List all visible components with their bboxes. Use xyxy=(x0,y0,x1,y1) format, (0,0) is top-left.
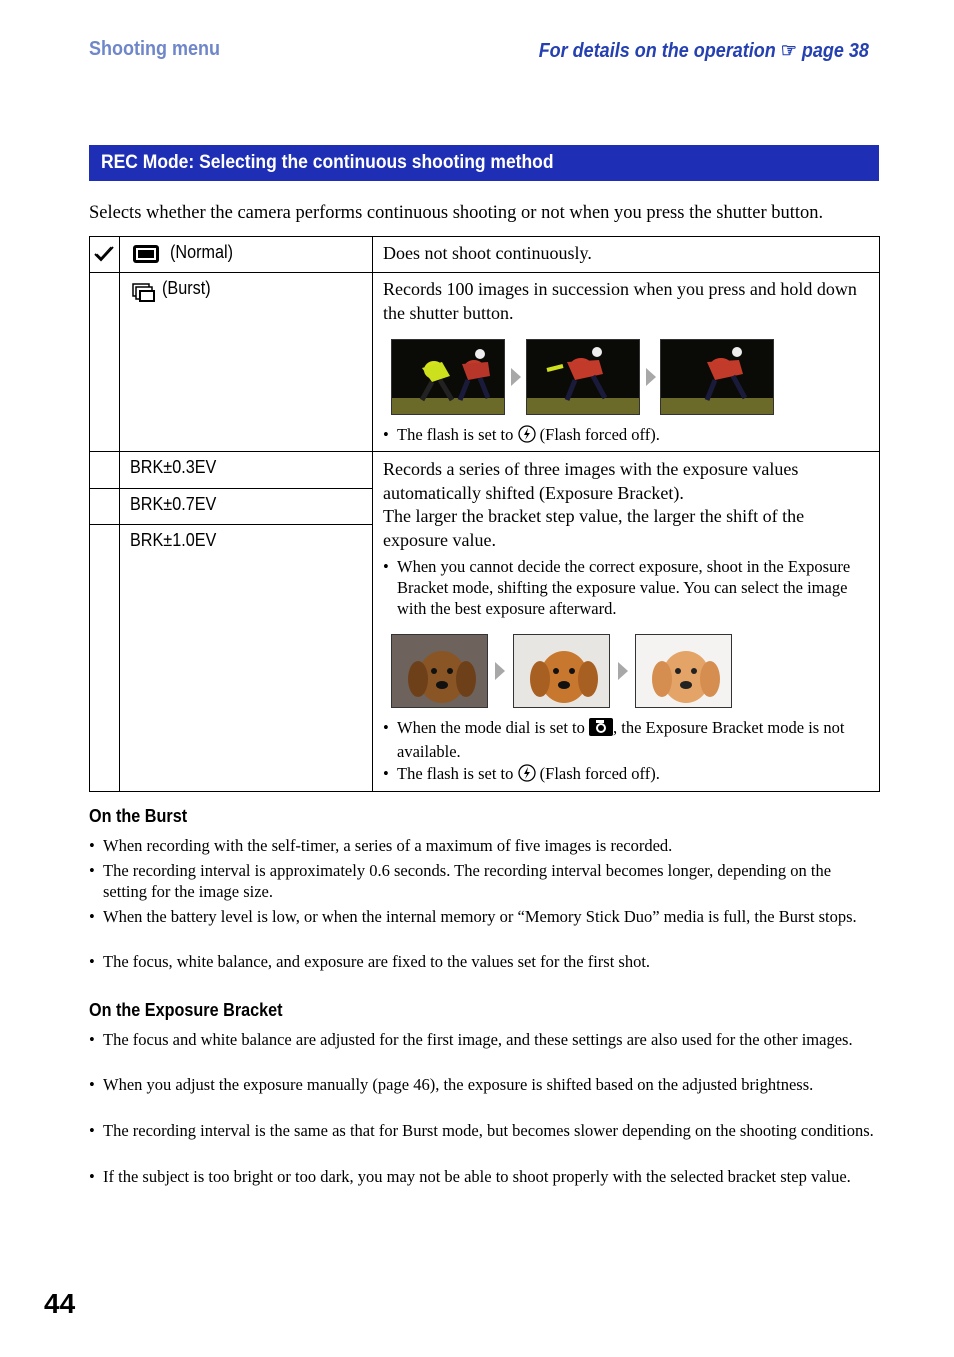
bracket-note-2-prefix: When the mode dial is set to xyxy=(397,718,585,737)
dog-photo-bright xyxy=(635,634,732,708)
skater-photo-3 xyxy=(660,339,774,415)
flash-forced-off-icon xyxy=(518,425,536,448)
burst-note: • When the battery level is low, or when the internal memory or “Memory Stick Duo” media is full, the Burst stops. xyxy=(89,906,879,927)
normal-label: (Normal) xyxy=(170,242,233,262)
page-number: 44 xyxy=(44,1288,76,1319)
bracket-section-note: • The focus and white balance are adjusted for the first image, and these settings are also used for the other images. xyxy=(89,1029,879,1050)
brk-0-7-label: BRK±0.7EV xyxy=(130,494,217,514)
brk-0-3-label: BRK±0.3EV xyxy=(130,457,217,477)
dog-photo-dark xyxy=(391,634,488,708)
checkmark-icon xyxy=(93,244,115,269)
camera-mode-icon xyxy=(589,718,613,741)
normal-description: Does not shoot continuously. xyxy=(383,243,592,263)
bracket-flash-note xyxy=(383,763,660,787)
burst-icon xyxy=(132,282,156,309)
details-reference xyxy=(539,38,869,63)
burst-section-title: On the Burst xyxy=(89,806,188,826)
bracket-flash-note-prefix: The flash is set to xyxy=(397,764,514,783)
bracket-flash-note-suffix: (Flash forced off). xyxy=(539,764,660,783)
pointing-hand-icon: ☞ xyxy=(780,40,797,62)
settings-table xyxy=(89,236,880,792)
bracket-section-note: • If the subject is too bright or too dark, you may not be able to shoot properly with the selected bracket step value. xyxy=(89,1166,879,1187)
flash-forced-off-icon xyxy=(518,764,536,787)
details-page-link[interactable]: page 38 xyxy=(801,40,869,62)
burst-flash-note-suffix: (Flash forced off). xyxy=(539,425,660,444)
bracket-description-2: The larger the bracket step value, the larger the shift of the exposure value. xyxy=(383,506,805,550)
dog-photo-normal xyxy=(513,634,610,708)
details-prefix: For details on the operation xyxy=(538,40,776,62)
bracket-note-1: • When you cannot decide the correct exposure, shoot in the Exposure Bracket mode, shifting the exposure value. You can select the image with the best exposure afterward. xyxy=(383,556,867,619)
single-frame-icon xyxy=(132,244,160,269)
intro-text: Selects whether the camera performs continuous shooting or not when you press the shutter button. xyxy=(89,203,824,223)
bracket-note-2 xyxy=(383,717,877,762)
section-name: Shooting menu xyxy=(89,38,220,60)
arrow-icon xyxy=(511,368,521,386)
brk-1-0-label: BRK±1.0EV xyxy=(130,530,217,550)
burst-flash-note xyxy=(383,424,660,448)
arrow-icon xyxy=(618,662,628,680)
burst-note: • When recording with the self-timer, a series of a maximum of five images is recorded. xyxy=(89,835,879,856)
arrow-icon xyxy=(646,368,656,386)
burst-note: • The recording interval is approximately 0.6 seconds. The recording interval becomes longer, depending on the setting for the image size. xyxy=(89,860,879,902)
skater-photo-2 xyxy=(526,339,640,415)
bracket-section-note: • When you adjust the exposure manually (page 46), the exposure is shifted based on the adjusted brightness. xyxy=(89,1074,879,1095)
burst-note: • The focus, white balance, and exposure are fixed to the values set for the first shot. xyxy=(89,951,879,972)
section-title-bar xyxy=(89,145,879,181)
arrow-icon xyxy=(495,662,505,680)
bracket-note-2-suffix: , the Exposure Bracket mode is not available. xyxy=(397,718,845,761)
bracket-section-note: • The recording interval is the same as that for Burst mode, but becomes slower depending on the shooting conditions. xyxy=(89,1120,879,1141)
section-title: REC Mode: Selecting the continuous shooting method xyxy=(101,152,554,173)
skater-photo-1 xyxy=(391,339,505,415)
burst-flash-note-prefix: The flash is set to xyxy=(397,425,514,444)
burst-label: (Burst) xyxy=(162,278,211,298)
bracket-section-title: On the Exposure Bracket xyxy=(89,1000,283,1020)
burst-description: Records 100 images in succession when you press and hold down the shutter button. xyxy=(383,279,857,323)
bracket-description-1: Records a series of three images with the exposure values automatically shifted (Exposure Bracket). xyxy=(383,459,799,503)
